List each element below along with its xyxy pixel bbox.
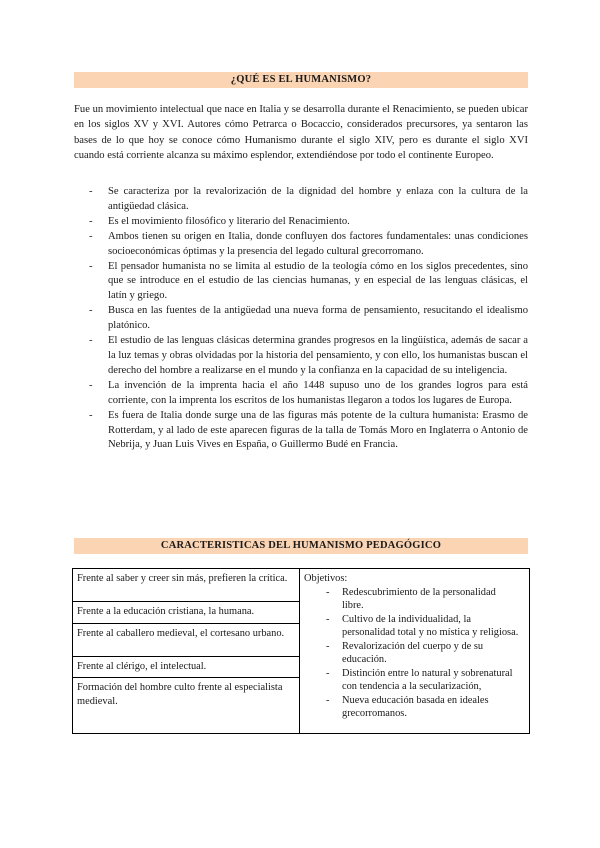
list-item: - Se caracteriza por la revalorización de la dignidad del hombre y enlaza con la cultura de la antigüedad clásica. [89, 186, 528, 212]
list-item: - El pensador humanista no se limita al estudio de la teología cómo en los siglos precedentes, sino que se introduce en el estudio de las ciencias humanas, y en especial de las lenguas clásicas, el latín y griego. [89, 260, 528, 302]
dash-marker: - [326, 613, 330, 625]
dash-marker: - [326, 667, 330, 679]
dash-marker: - [89, 305, 93, 317]
dash-marker: - [326, 586, 330, 598]
table-cell: Formación del hombre culto frente al especialista medieval. [73, 678, 300, 734]
dash-marker: - [89, 379, 93, 391]
list-item: - Nueva educación basada en ideales grecorromanos. [326, 694, 489, 719]
table-cell: Frente al caballero medieval, el cortesano urbano. [73, 623, 300, 656]
list-item: - Es el movimiento filosófico y literario del Renacimiento. [74, 215, 528, 230]
list-item: - Revalorización del cuerpo y de su educación. [326, 640, 484, 665]
section-heading-humanismo: ¿QUÉ ES EL HUMANISMO? [74, 72, 528, 88]
dash-marker: - [326, 694, 330, 706]
objectives-title: Objetivos: [304, 573, 348, 584]
dash-marker: - [326, 640, 330, 652]
section-heading-caracteristicas: CARACTERISTICAS DEL HUMANISMO PEDAGÓGICO [74, 538, 528, 554]
dash-marker: - [89, 186, 93, 197]
table-cell: Frente a la educación cristiana, la humana. [73, 602, 300, 624]
list-item: - Busca en las fuentes de la antigüedad una nueva forma de pensamiento, resucitando el idealismo platónico. [89, 305, 528, 332]
humanismo-bullet-list [74, 185, 528, 453]
list-item: - El estudio de las lenguas clásicas determina grandes progresos en la lingüística, además de sacar a la luz temas y obras olvidadas por la historia del pensamiento, y con ello, los humanistas buscan el derecho del hombre a realizarse en el mundo y la confianza en la capacidad de su inteligencia. [89, 335, 528, 376]
table-cell: Frente al clérigo, el intelectual. [73, 656, 300, 678]
objectives-list [304, 586, 525, 721]
dash-marker: - [89, 230, 93, 242]
list-item: - Redescubrimiento de la personalidad libre. [326, 586, 496, 611]
list-item: - Ambos tienen su origen en Italia, donde confluyen dos factores fundamentales: unas condiciones socioeconómicas óptimas y la presencia del legado cultural grecorromano. [89, 230, 528, 257]
dash-marker: - [89, 409, 93, 421]
intro-paragraph: Fue un movimiento intelectual que nace en Italia y se desarrolla durante el Renacimiento, se pueden ubicar en los siglos XV y XVI. Autores cómo Petrarca o Bocaccio, considerados precursores, ya sentaron las bases de lo que hoy se conoce cómo Humanismo durante el siglo XIV, pero es durante el siglo XVI cuando está corriente alcanza su máximo esplendor, extendiéndose por todo el continente Europeo. [74, 104, 528, 161]
characteristics-table [72, 568, 530, 734]
dash-marker: - [89, 215, 93, 227]
table-cell: Frente al saber y creer sin más, prefieren la crítica. [73, 569, 300, 602]
list-item: - Distinción entre lo natural y sobrenatural con tendencia a la secularización, [326, 667, 513, 692]
objectives-cell [300, 569, 530, 734]
dash-marker: - [89, 260, 93, 272]
dash-marker: - [89, 335, 93, 347]
list-item: - Cultivo de la individualidad, la personalidad total y no mística y religiosa. [326, 613, 519, 638]
list-item: - Es fuera de Italia donde surge una de las figuras más potente de la cultura humanista: Erasmo de Rotterdam, y al lado de este aparecen figuras de la talla de Tomás Moro en Inglaterra o Antonio de Nebrija, y Juan Luis Vives en España, o Guillermo Budé en Francia. [89, 409, 528, 451]
list-item: - La invención de la imprenta hacia el año 1448 supuso uno de los grandes logros para está corriente, con la imprenta los escritos de los humanistas llegaron a todos los lugares de Europa. [89, 379, 528, 406]
